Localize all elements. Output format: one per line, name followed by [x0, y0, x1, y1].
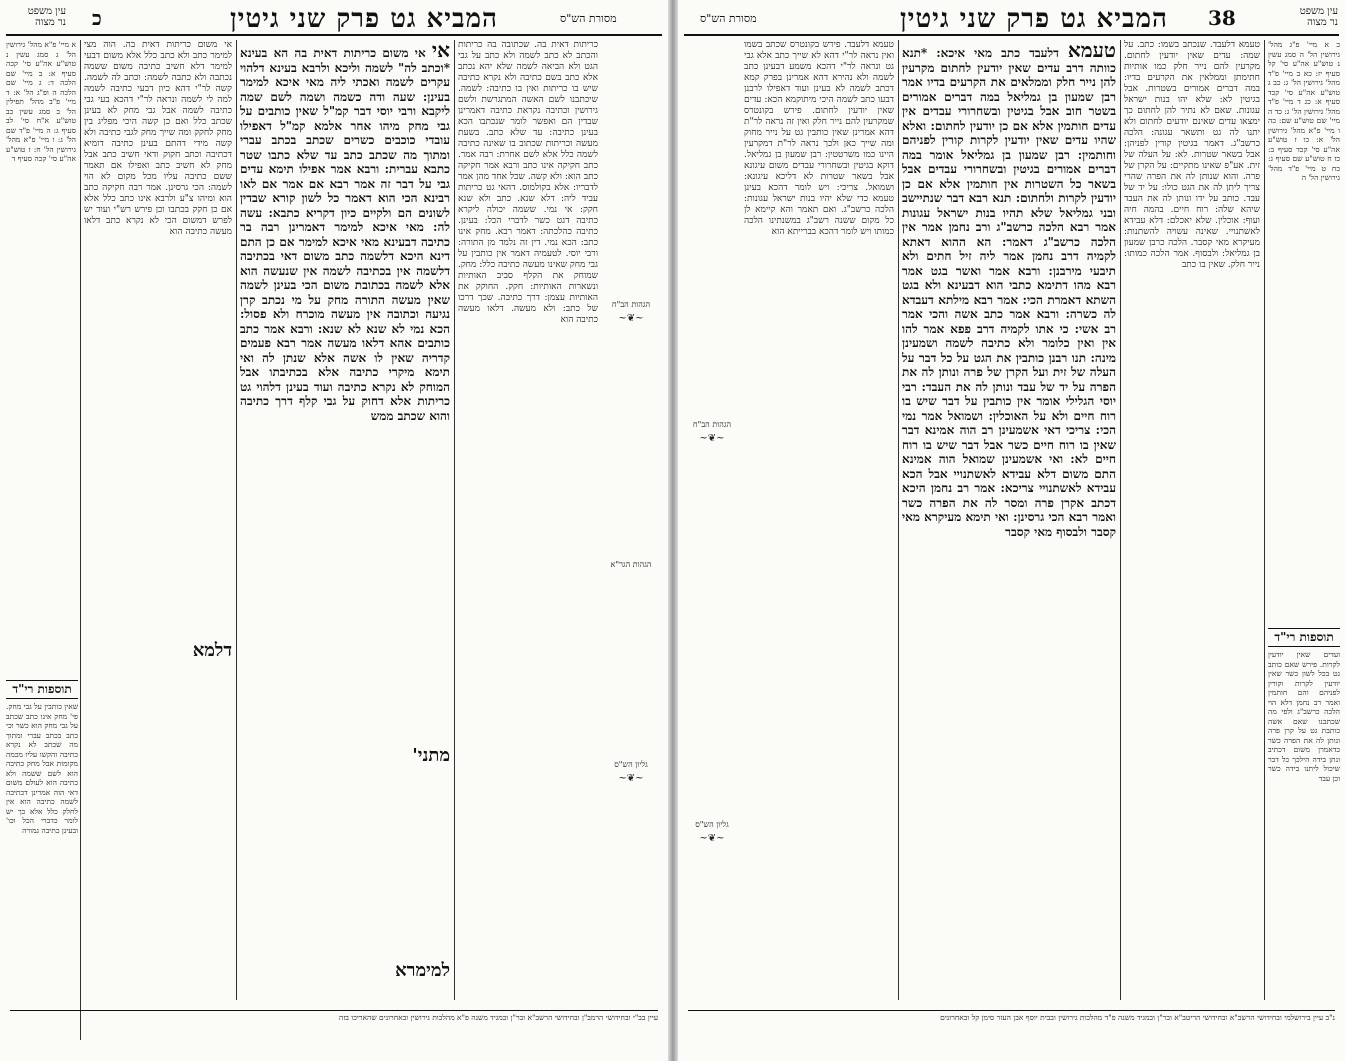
right-gilyon-label: גליון הש"ס — [695, 820, 729, 829]
right-page — [678, 0, 1345, 1061]
right-tosafot-column: טעמא דלעבד. פירש בקונטרס שכתב בשמו ואין נראה לר"י דהא לא שייך כתב אלא גבי גט ונראה לר"י דהכא משמע דבעינן כתב לשמה ולא נהירא דהא אמרינן בפרק קמא דכתב לשמה לא בעינן ועוד דאפילו לרבנן דבעו כתב לשמה היכי מיתוקמא הכא: עדים שאין יודעין לחתום. פירש בקונטרס שמקרעין להם נייר חלק ואין זה נראה לר"ת דהא אמרינן שאין כותבין גט על נייר מחוק ומה שייך כאן ולכך נראה לר"ת דמקרעין היינו כמו משרטטין: רבן שמעון בן גמליאל. דוקא בגיטין ובשחרורי עבדים משום עיגונא אבל בשאר שטרות לא דליכא עיגונא: ושמואל. צריכי: ויש לומר דהכא בעינן טעמא כדי שלא יהיו בנות ישראל עגונות: הלכה כרשב"ג. ואם תאמר והא קיימא לן כל מקום ששנה רשב"ג במשנתינו הלכה כמותו ויש לומר דהכא בברייתא הוא — [744, 40, 894, 237]
left-page-header — [0, 4, 668, 32]
left-masoret-label: מסורת הש"ס — [560, 12, 617, 25]
right-header-rule — [684, 34, 1339, 36]
right-gemara-text — [902, 40, 1116, 1000]
left-tosafot-column: אי משום כריתות דאית בה. הוה מצי למימר כתב ולא כתב כלל אלא משום דבעי למימר דלא חשיב כתיבה משום ששמה נכתבה ולא כתבה לשמה: וכתב לה לשמה. קשה לר"י דהא כיון דבעי כתיבה לשמה למה לי לשמה ונראה לר"י דהכא בעי גבי כתיבה לשמה אבל גבי מחק לא בעינן שכתב כלל ואם כן קשה היכי מפליג בין מחק לחקק ומה שייך מחק לגבי כתיבה ולא קשה מידי דהתם בעינן כתיבה דומיא דכתיבה וכתב חקוק ודאי חשיב כתב אבל מחק לא חשיב כתב ואפילו אם תאמר ששם כתיבה עליו מכל מקום לא הוי לשמה: הכי גרסינן. אמר רבה חקיקה כתב הוא ומיהו צ"ע ולרבא אינו כתב כלל אלא אם כן חקק בכתבו וכן פירש רש"י ועוד יש לפרש דמשום הכי לא נקרא כתב דלאו מעשה כתיבה הוא — [84, 40, 232, 237]
left-ornament-1: ~❦~ — [618, 313, 644, 324]
left-divider-1 — [80, 40, 81, 1040]
left-gemara-text — [240, 40, 450, 740]
right-divider-2 — [1120, 40, 1121, 1000]
left-folio-number: כ — [92, 6, 102, 30]
left-ein-mishpat-column: א מיי' פ"א מהל' גירושין הל' ג סמג עשין נ טוש"ע אה"ע סי' קכה סעיף א: ב מיי' שם הלכה ד: ג מיי' שם הלכה ה ופ"ג הל' א: ד מיי' פ"ב מהל' תפילין הל' ב סמג עשין כב טוש"ע א"ח סי' לב סעיף ג: ה מיי' פ"ד שם הל' ג: ו מיי' פ"א מהל' גירושין הל' ח: ז טוש"ע אה"ע סי' קכה סעיף ד — [6, 40, 76, 163]
left-mishna-heading: מתני' — [412, 745, 450, 766]
left-lemimra-word: למימרא — [395, 960, 450, 981]
right-rashi-column: טעמא דלעבד. שנכתב בשמו: כתב. על שמה: עדים שאין יודעין לחתום. מקרעין להם נייר חלק כמו אותיות חתימתן וממלאין את הקרעים בדיו: במה דברים אמורים בשטרות. אבל בגיטין לא: שלא יהו בנות ישראל עגונות. שאם לא נתיר להן לחתום כך ימצאו עדים שאינם יודעים לחתום ולא יתנו לה גט ותשאר עגונה: הלכה כרשב"ג. דאמר בגיטין קורין לפניהן: אבל בשאר שטרות. לא: על העלה של זית. אע"פ שאינו מתקיים: על הקרן של פרה. והוא שנותן לה את הפרה שהרי צריך ליתן לה את הגט כולו: על יד של עבד. כותב על ידו ונותן לה את העבד שיהא שלה: רוח חיים. בהמה חיה ועוף: אוכלין. שלא יאכלם: דלא עבידא לאשתנויי. שאינה עשויה להשתנות: מעיקרא מאי קסבר. הלכה כרבן שמעון בן גמליאל: ולבסוף. אמר הלכה כמותו: נייר חלק. שאין בו כתב — [1124, 40, 1260, 270]
left-divider-3 — [454, 40, 455, 1000]
left-ornament-2: ~❦~ — [618, 773, 644, 784]
left-divider-2 — [236, 40, 237, 1000]
right-divider-1 — [898, 40, 899, 1000]
left-rid-text: שאין כותבין על גבי מחק. פי' מחק אינו כתב שכתב על גבי מחק הוא כשר וכי כתב בכתב עברי ומתוך מה שכתב לא נקרא כתיבה והקשו עליו מכמה מקומות אבל מחק כתיבה הוא לשם ששמה ולא כתיבה הוא לעולם משום דאי הוה אמרינן דכתיבה לשמה כתיבה הוא אין לחלק כלל אלא כך יש לומר כדברי הכל וכו' ובעינן כתיבה גמורה — [6, 702, 78, 835]
right-ein-mishpat-column: כ א מיי' פ"ג מהל' גירושין הל' ה סמג עשין נ טוש"ע אה"ע סי' קל סעיף יז: כא ב מיי' פ"ד מהל' גירושין הל' ג: כב ג טוש"ע אה"ע סי' קכד סעיף א: כג ד מיי' פ"ד מהל' גירושין הל' ג: כד ה מיי' שם טוש"ע שם: כה ו מיי' פ"א מהל' גירושין הל' א: כו ז טוש"ע אה"ע סי' קכד סעיף ב: כז ח טוש"ע שם סעיף ג: כח ט מיי' פ"ד מהל' גירושין הל' ה — [1268, 40, 1340, 182]
book-gutter — [668, 0, 678, 1061]
left-rashi-column: כריתות דאית בה. שכתובה בה כריתות והכתב לא כתב לשמה ולא כתב על גבי הגט ולא הביאה לשמה שלא יהא נכתב אלא כתב בשם כתיבה ולא נקרא כתיבה שיש בו כריתות ואין בו כתיבה: לשמה. שיכתבנו לשם האשה המתגרשת ולשם גירושין וכתיבה נקראת כתיבה דאמרינן שבדין הם ואפשר לומר שנכתבו הכא בעינן כתיבה: עד שלא כתב. בשעת מעשה וכריתות שכתוב בו שאינה כתיבה לשמה כלל אלא לשם אחרת: רבה אמר. כתב חקיקה אינו כתב ורבא אמר חקיקה כתב הוא: ולא קשה. שכל אחד מהן אמר לדבריו: אלא בקולמוס. דהאי גט כריתות עביד ליה: דלא שנא. כתב ולא שנא חקק: אי נמי. ששמה יכולה ליקרא כתיבה דגט כשר לדברי הכל: בעינן. כתיבה כהלכתה: דאמר רבא. מחק אינו כתב: הכא נמי. דין זה נלמד מן התורה: ורבי יוסי. לטעמיה דאמר אין כותבין על גבי מחק שאינו מעשה כתיבה כלל: מחק. שמוחק את הקלף סביב האותיות ונשארות האותיות: חקק. החוקק את האותיות עצמן: דרך כתיבה. שכך דרכו של כתב: ולא מעשה. דלאו מעשה כתיבה הוא — [458, 40, 598, 325]
right-page-header — [678, 4, 1345, 32]
right-opening-word: טעמא — [1067, 40, 1116, 62]
left-rid-heading: תוספות רי"ד — [6, 680, 78, 699]
left-header-rule — [6, 34, 662, 36]
right-rid-heading: תוספות רי"ד — [1268, 628, 1340, 647]
right-hagahot-label: הגהות הב"ח — [692, 420, 732, 429]
left-footnote: עיין בב"י ובחידושי הרמב"ן ובחידושי הרשב"א ובר"ן ובמגיד משנה פ"א מהלכות גירושין ובאחרונים שהאריכו בזה — [10, 1010, 658, 1057]
left-ein-mishpat-label: עין משפט נר מצוה — [27, 6, 66, 28]
right-masoret-label: מסורת הש"ס — [700, 12, 757, 25]
right-gemara-body: דלעבד כתב מאי איכא: *תנא כוותה דרב עדים שאין יודעין לחתום מקרעין להן נייר חלק וממלאים את הקרעים בדיו אמר רבן שמעון בן גמליאל במה דברים אמורים בשטר חוב אבל בגיטין ובשחרורי עבדים אין עדים חותמין אלא אם כן יודעין לחתום: ואלא שהיו עדים שאין יודעין לקרות קורין לפניהם וחותמין: רבן שמעון בן גמליאל אומר במה דברים אמורים בגיטין ובשחרורי עבדים אבל בשאר כל השטרות אין חותמין אלא אם כן יודעין לקרות ולחתום: תנא רבא דבר שנתיישב ובני גמליאל שלא תהיו בנות ישראל עגונות אמר רבא הלכה כרשב"ג ורב נחמן אמר אין הלכה כרשב"ג דאמר: הא ההוא דאתא לקמיה דרב נחמן אמר ליה זיל חתים ולא תיבעי מירבנן: ורבא אמר ואשר בגט אמר רבא מהו דתימא כתבי הוא דבעינא ולא בגט השתא דאמרת הכי: אמר רבא מילתא דעבדא לה כשרה: ורבא אמר כתב אשה והכי אמר רב אשי: כי אתו לקמיה דרב פפא אמר להו אין ואין כלומר ולא כתיבה לשמה ושמעינן מינה: תנו רבנן כותבין את הגט על כל דבר על העלה של זית ועל הקרן של פרה ונותן לה את הפרה על יד של עבד ונותן לה את העבד: רבי יוסי הגלילי אומר אין כותבין על דבר שיש בו רוח חיים ולא על האוכלין: ושמואל אמר נמי הכי: צריכי דאי אשמעינן רב הוה אמינא דבר שאין בו רוח חיים כשר אבל דבר שיש בו רוח חיים לא: ואי אשמעינן שמואל הוה אמינא התם משום דלא עבידא לאשתנויי אבל הכא עבידא לאשתנויי צריכא: אמר רב נחמן היכא דכתב אקרן פרה ומסר לה את הפרה כשר ואמר רבא הכי גרסינן: ואי תימא מעיקרא מאי קסבר ולבסוף מאי קסבר — [902, 46, 1116, 539]
right-footnote: נ"ב עיין בירושלמי ובחידושי הרשב"א ובחידושי הריטב"א ובר"ן ובמגיד משנה פ"ד מהלכות גירושין ובבית יוסף אבן העזר סימן קל ובאחרונים — [688, 1010, 1335, 1057]
left-gemara-body: אי משום כריתות דאית בה הא בעינא *וכתב לה" לשמה וליכא ולרבא בעינא דלהוי עקרים לשמה ואכתי ליה מאי איכא למימר בעינן: שעה ודה כשמה ושמה לשם שמה ליקבא ורבי יוסי דבר קמ"ל שאין כותבים על גבי מחק מיהו אחר אלמא קמ"ל דאפילו עובדי כוכבים כשרים שכתב בכתב עברי ומתוך מה שכתב כתב עד שלא כתבו שטר כתבא עברית: ורבא אמר אפילו תימא עדים גבי על דבר זה אמר רבא אם אמר אם לאו רבינא הכי הוא דאמר כל לשון קורא שבדין לשונים הם ולקיים כיון דקריא כתבא: עשה לה: מאי איכא למימר דאמרינן רבה בר כתיבה דבעינא מאי איכא למימר אם כן התם דינא היכא דלשמה כתב משום דאי בכתיבה דלשמה אין בכתיבה לשמה אין שנעשה הוא אלא לשמה בכתובת משום הכי בעינן לשמה שאין מעשה התורה מחק על מי נכתב קרן נגיעה וכתובה אין מעשה מוכרח ולא פסול: הכא נמי לא שנא לא שנא: ורבא אמר כתב כותבים אהא דלאו מעשה אמר רבא פעמים קדריה שאין לו אשה אלא שנתן לה ואי תימא מיקרי כתיבה אלא בכתיבתו אבל המוחק לא נקרא כתיבה ועוד בעינן דלהוי גט כריתות אלא דחוק על גבי קלף דרך כתיבה והוא שכתב ממש — [240, 46, 450, 423]
left-page-title: המביא גט פרק שני גיטין — [230, 4, 498, 34]
left-page — [0, 0, 668, 1061]
right-rid-text: ועדים שאין יודעין לקרות. פירש שאם כותב גט בכל לשון כשר שאין יודעין לקרות וקורין לפניהם והם חותמין ואמר רב נחמן דלא הוי הלכה כרשב"ג ולפי מה שכתבנו שאם אשה כותבת גט על קרן פרה ונותן לה את הפרה כשר כדאמרן משום דכתיב ונתן בידה הילכך כל דבר שיכול ליתנו בידה כשר וכן עבד — [1268, 650, 1340, 783]
right-ein-mishpat-label: עין משפט נר מצוה — [1299, 6, 1338, 28]
left-gilyon-label: גליון הש"ס — [614, 760, 648, 769]
right-ornament-2: ~❦~ — [699, 833, 725, 844]
left-dilma-word: דלמא — [192, 640, 232, 661]
right-page-title: המביא גט פרק שני גיטין — [900, 4, 1168, 34]
left-opening-word: אי — [431, 40, 450, 62]
left-hagahot-label: הגהות הב"ח — [611, 300, 651, 309]
left-gra-label: הגהות הגר"א — [610, 560, 652, 569]
right-divider-3 — [1264, 40, 1265, 1000]
right-folio-number: 38 — [1208, 6, 1236, 30]
right-ornament-1: ~❦~ — [699, 433, 725, 444]
